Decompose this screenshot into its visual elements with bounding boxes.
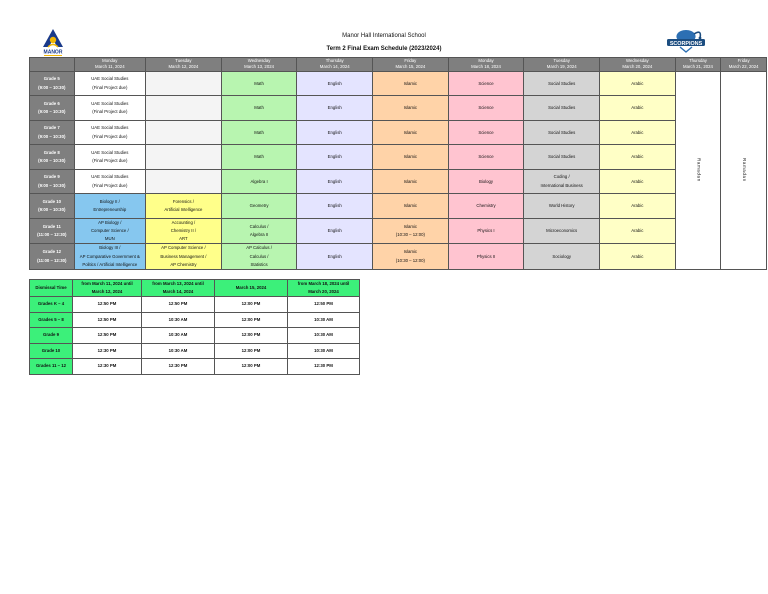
grade-time: (9:00 – 10:30) [38, 84, 66, 90]
grade-name: Grade 12 [42, 249, 61, 255]
exam-row [30, 194, 767, 219]
exam-cell [373, 218, 449, 243]
dismissal-time: 12:00 PM [215, 312, 288, 328]
exam-row [30, 145, 767, 170]
exam-cell [221, 96, 297, 121]
dismissal-time: 12:50 PM [142, 297, 215, 313]
day-header [524, 58, 600, 72]
cell-text: (10:30 – 12:00) [395, 232, 425, 238]
dismissal-time: 12:50 PM [73, 312, 142, 328]
day-date: March 11, 2024 [95, 64, 125, 70]
grade-time: (11:00 – 12:30) [37, 257, 67, 263]
grade-cell [30, 120, 75, 145]
day-header [221, 58, 297, 72]
exam-cell [74, 96, 146, 121]
cell-text: Calculus / [249, 223, 269, 229]
cell-text: MUN [104, 236, 115, 242]
cell-text: UAE Social Studies [91, 76, 129, 82]
dismissal-time: 10:30 AM [142, 328, 215, 344]
exam-cell [373, 145, 449, 170]
exam-row [30, 96, 767, 121]
exam-cell [74, 244, 146, 269]
dismissal-time: 10:30 AM [142, 343, 215, 359]
dismissal-time: 10:30 AM [288, 312, 360, 328]
dismissal-grade: Grades 5 – 8 [30, 312, 73, 328]
grade-cell [30, 96, 75, 121]
exam-cell [221, 218, 297, 243]
exam-cell [600, 71, 676, 96]
exam-row [30, 71, 767, 96]
exam-cell [448, 194, 524, 219]
cell-text: (Final Project due) [92, 182, 128, 188]
exam-cell [297, 96, 373, 121]
day-name: Tuesday [175, 58, 192, 63]
exam-schedule-table [29, 57, 767, 270]
grade-time: (9:00 – 10:30) [38, 133, 66, 139]
cell-text: Arabic [631, 228, 644, 234]
cell-text: Math [254, 129, 264, 135]
dismissal-time: 12:30 PM [73, 359, 142, 375]
cell-text: Microeconomics [546, 228, 578, 234]
cell-text: UAE Social Studies [91, 149, 129, 155]
cell-text: Chemistry II / [170, 228, 197, 234]
cell-text: Biology II / [99, 198, 120, 204]
grade-cell [30, 169, 75, 194]
dismissal-period [288, 280, 360, 297]
day-header [721, 58, 767, 72]
cell-text: Politics / Artificial Intelligence [82, 261, 138, 267]
exam-cell [373, 71, 449, 96]
cell-text: Arabic [631, 203, 644, 209]
grade-name: Grade 7 [43, 125, 60, 131]
exam-cell [221, 71, 297, 96]
cell-text: Social Studies [548, 154, 576, 160]
exam-cell [221, 194, 297, 219]
cell-text: Forensics / [172, 198, 194, 204]
exam-cell [524, 96, 600, 121]
cell-text: Physics I [477, 228, 495, 234]
cell-text: Social Studies [548, 129, 576, 135]
dismissal-time: 12:30 PM [288, 359, 360, 375]
dismissal-time: 12:30 PM [142, 359, 215, 375]
exam-cell [524, 244, 600, 269]
cell-text: AP Biology / [98, 219, 122, 225]
day-name: Thursday [325, 58, 344, 63]
day-header [146, 58, 222, 72]
ramadan-cell: Ramadan [721, 71, 767, 269]
dismissal-time: 10:30 AM [288, 343, 360, 359]
dismissal-grade: Grade 10 [30, 343, 73, 359]
cell-text: Coding / [553, 174, 570, 180]
grade-name: Grade 5 [43, 76, 60, 82]
dismissal-time: 12:00 PM [215, 343, 288, 359]
exam-cell [74, 169, 146, 194]
cell-text: (Final Project due) [92, 133, 128, 139]
day-name: Monday [102, 58, 118, 63]
exam-cell [297, 145, 373, 170]
dismissal-time: 12:50 PM [288, 297, 360, 313]
dismissal-row [30, 343, 360, 359]
cell-text: from March 18, 2024 until [297, 281, 350, 286]
dismissal-row [30, 359, 360, 375]
exam-cell [373, 120, 449, 145]
dismissal-title: Dismissal Time [30, 280, 73, 297]
cell-text: Biology [478, 178, 494, 184]
cell-text: Islamic [403, 129, 418, 135]
exam-cell [146, 194, 222, 219]
exam-cell [524, 71, 600, 96]
cell-text: Science [478, 80, 494, 86]
cell-text: UAE Social Studies [91, 100, 129, 106]
cell-text: Algebra I [250, 178, 268, 184]
cell-text: Accounting / [171, 219, 196, 225]
dismissal-time-table [29, 279, 360, 375]
cell-text: Computer Science / [90, 228, 129, 234]
cell-text: Calculus / [249, 253, 269, 259]
day-date: March 14, 2024 [319, 64, 350, 70]
cell-text: from March 13, 2024 until [152, 281, 204, 286]
exam-cell [448, 120, 524, 145]
cell-text: English [327, 80, 342, 86]
exam-cell [221, 120, 297, 145]
exam-cell [373, 169, 449, 194]
exam-cell [373, 194, 449, 219]
grade-cell [30, 218, 75, 243]
exam-cell [74, 145, 146, 170]
cell-text: from March 11, 2024 until [81, 281, 133, 286]
exam-cell [297, 244, 373, 269]
exam-cell [297, 169, 373, 194]
grade-time: (9:00 – 10:30) [38, 109, 66, 115]
exam-cell [74, 218, 146, 243]
cell-text: Biology III / [99, 245, 121, 251]
exam-cell [600, 96, 676, 121]
exam-cell [600, 194, 676, 219]
dismissal-row [30, 297, 360, 313]
exam-cell [297, 71, 373, 96]
grade-name: Grade 8 [43, 149, 60, 155]
scorpions-logo-text: SCORPIONS [669, 40, 703, 47]
cell-text: Geometry [249, 203, 269, 209]
cell-text: UAE Social Studies [91, 125, 129, 131]
dismissal-time: 12:50 PM [73, 328, 142, 344]
cell-text: AP Comparative Government & [79, 253, 140, 259]
cell-text: AP Chemistry [170, 261, 197, 267]
day-header [373, 58, 449, 72]
cell-text: Chemistry [476, 203, 496, 209]
dismissal-row [30, 328, 360, 344]
exam-cell [373, 96, 449, 121]
dismissal-grade: Grades K – 4 [30, 297, 73, 313]
dismissal-time: 12:00 PM [215, 359, 288, 375]
day-date: March 15, 2024 [395, 64, 426, 70]
exam-cell [146, 169, 222, 194]
dismissal-time: 12:00 PM [215, 297, 288, 313]
day-name: Wednesday [626, 58, 649, 63]
exam-row [30, 169, 767, 194]
cell-text: Islamic [403, 154, 418, 160]
day-date: March 12, 2024 [168, 64, 199, 70]
grade-name: Grade 10 [42, 198, 61, 204]
cell-text: Science [478, 105, 494, 111]
exam-cell [600, 169, 676, 194]
cell-text: UAE Social Studies [91, 174, 129, 180]
exam-cell [524, 169, 600, 194]
cell-text: Islamic [403, 80, 418, 86]
document-title: Term 2 Final Exam Schedule (2023/2024) [326, 46, 442, 52]
cell-text: March 20, 2024 [308, 289, 339, 295]
cell-text: (Final Project due) [92, 84, 128, 90]
day-header [675, 58, 721, 72]
exam-cell [524, 120, 600, 145]
dismissal-header-row [30, 280, 360, 297]
exam-cell [448, 145, 524, 170]
exam-cell [448, 218, 524, 243]
cell-text: Arabic [631, 253, 644, 259]
day-header-row [30, 58, 767, 72]
exam-cell [146, 120, 222, 145]
dismissal-row [30, 312, 360, 328]
cell-text: (Final Project due) [92, 109, 128, 115]
cell-text: Islamic [403, 105, 418, 111]
ramadan-cell: Ramadan [675, 71, 721, 269]
day-header [448, 58, 524, 72]
cell-text: English [327, 178, 342, 184]
day-name: Wednesday [247, 58, 271, 63]
cell-text: Math [254, 80, 264, 86]
exam-cell [146, 71, 222, 96]
cell-text: English [327, 253, 342, 259]
exam-cell [600, 145, 676, 170]
cell-text: Islamic [403, 249, 418, 255]
day-name: Friday [737, 58, 750, 63]
exam-cell [600, 120, 676, 145]
cell-text: Islamic [403, 223, 418, 229]
exam-cell [74, 120, 146, 145]
dismissal-time: 12:00 PM [215, 328, 288, 344]
cell-text: Sociology [552, 253, 571, 259]
cell-text: English [327, 129, 342, 135]
cell-text: Arabic [631, 105, 644, 111]
day-header [600, 58, 676, 72]
grade-name: Grade 6 [43, 100, 60, 106]
exam-cell [221, 244, 297, 269]
grade-name: Grade 11 [42, 223, 61, 229]
grade-cell [30, 71, 75, 96]
exam-cell [146, 145, 222, 170]
exam-cell [600, 218, 676, 243]
cell-text: Math [254, 154, 264, 160]
exam-cell [146, 244, 222, 269]
cell-text: Physics II [476, 253, 496, 259]
cell-text: Arabic [631, 154, 644, 160]
exam-cell [146, 96, 222, 121]
exam-cell [448, 169, 524, 194]
exam-row [30, 244, 767, 269]
day-header [74, 58, 146, 72]
dismissal-grade: Grade 9 [30, 328, 73, 344]
dismissal-time: 10:30 AM [288, 328, 360, 344]
exam-cell [297, 194, 373, 219]
dismissal-period [73, 280, 142, 297]
cell-text: (10:30 – 12:00) [395, 257, 425, 263]
day-date: March 18, 2024 [471, 64, 501, 70]
cell-text: AP Computer Science / [161, 245, 206, 251]
exam-cell [524, 145, 600, 170]
grade-time: (11:00 – 12:30) [37, 232, 67, 238]
cell-text: Statistics [250, 261, 268, 267]
dismissal-period [142, 280, 215, 297]
grade-cell [30, 194, 75, 219]
exam-cell [524, 218, 600, 243]
grade-cell [30, 244, 75, 269]
exam-cell [524, 194, 600, 219]
cell-text: Entrepreneurship [93, 207, 127, 213]
day-date: March 13, 2024 [244, 64, 274, 70]
day-header [297, 58, 373, 72]
cell-text: Artificial Intelligence [164, 207, 203, 213]
grade-time: (9:00 – 10:30) [38, 182, 66, 188]
cell-text: Science [478, 129, 494, 135]
exam-cell [448, 96, 524, 121]
cell-text: (Final Project due) [92, 158, 128, 164]
exam-cell [74, 194, 146, 219]
exam-cell [297, 218, 373, 243]
dismissal-time: 12:30 PM [73, 343, 142, 359]
cell-text: AP Calculus / [246, 245, 272, 251]
cell-text: Islamic [403, 203, 418, 209]
grade-cell [30, 145, 75, 170]
cell-text: Islamic [403, 178, 418, 184]
day-name: Friday [404, 58, 417, 63]
day-name: Monday [478, 58, 494, 63]
day-date: March 21, 2024 [683, 64, 713, 70]
cell-text: Social Studies [548, 80, 576, 86]
exam-cell [600, 244, 676, 269]
cell-text: English [327, 154, 342, 160]
school-logo-text: MANOR [43, 49, 63, 56]
cell-text: Math [254, 105, 264, 111]
cell-text: International Business [540, 182, 583, 188]
grade-time: (9:00 – 10:30) [38, 158, 66, 164]
day-date: March 19, 2024 [546, 64, 577, 70]
day-name: Thursday [689, 58, 707, 63]
cell-text: Arabic [631, 129, 644, 135]
day-date: March 22, 2024 [728, 64, 759, 70]
cell-text: March 14, 2024 [162, 289, 194, 295]
exam-row [30, 120, 767, 145]
exam-row [30, 218, 767, 243]
cell-text: Arabic [631, 178, 644, 184]
day-date: March 20, 2024 [622, 64, 653, 70]
school-name: Manor Hall International School [342, 33, 426, 39]
cell-text: English [327, 105, 342, 111]
grade-name: Grade 9 [43, 174, 60, 180]
cell-text: March 15, 2024 [235, 285, 267, 291]
cell-text: ART [179, 236, 188, 242]
cell-text: World History [548, 203, 575, 209]
exam-cell [221, 169, 297, 194]
corner-cell [30, 58, 75, 72]
cell-text: Algebra II [249, 232, 269, 238]
cell-text: English [327, 228, 342, 234]
cell-text: Business Management / [160, 253, 207, 259]
cell-text: Arabic [631, 80, 644, 86]
cell-text: English [327, 203, 342, 209]
cell-text: Science [478, 154, 494, 160]
grade-time: (9:00 – 10:30) [38, 207, 66, 213]
dismissal-time: 12:50 PM [73, 297, 142, 313]
dismissal-grade: Grades 11 – 12 [30, 359, 73, 375]
cell-text: Social Studies [548, 105, 576, 111]
dismissal-time: 10:30 AM [142, 312, 215, 328]
exam-cell [146, 218, 222, 243]
day-name: Tuesday [553, 58, 570, 63]
cell-text: March 12, 2024 [91, 289, 123, 295]
exam-cell [373, 244, 449, 269]
exam-cell [448, 244, 524, 269]
exam-cell [297, 120, 373, 145]
exam-cell [74, 71, 146, 96]
dismissal-period [215, 280, 288, 297]
exam-cell [448, 71, 524, 96]
exam-cell [221, 145, 297, 170]
